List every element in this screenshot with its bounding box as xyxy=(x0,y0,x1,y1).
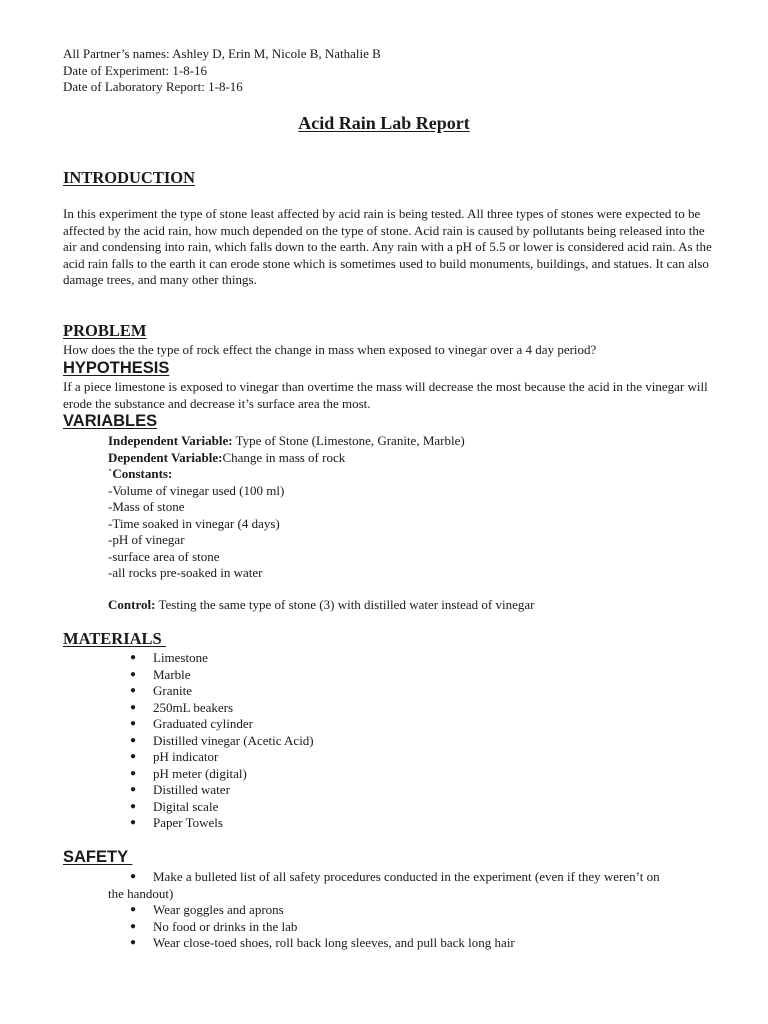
constants-prefix: ` xyxy=(108,466,113,481)
list-item: ● Distilled water xyxy=(130,782,230,797)
independent-variable-label: Independent Variable: xyxy=(108,433,233,448)
control-value: Testing the same type of stone (3) with distilled water instead of vinegar xyxy=(155,597,535,612)
bullet-icon: ● xyxy=(130,817,137,828)
independent-variable-line xyxy=(108,433,728,450)
constant-item: -Volume of vinegar used (100 ml) xyxy=(108,482,285,498)
introduction-heading: INTRODUCTION xyxy=(63,168,196,187)
list-item: ● Digital scale xyxy=(130,798,219,814)
safety-intro-item xyxy=(108,869,708,902)
bullet-icon: ● xyxy=(130,937,137,948)
safety-list xyxy=(130,902,515,952)
report-metadata xyxy=(63,46,381,96)
bullet-icon: ● xyxy=(130,871,137,882)
list-item: ● Wear close-toed shoes, roll back long sleeves, and pull back long hair xyxy=(130,935,515,950)
bullet-icon: ● xyxy=(130,751,137,762)
constant-item: -pH of vinegar xyxy=(108,532,185,547)
list-item: ● Limestone xyxy=(130,650,208,665)
constants-line xyxy=(108,466,728,483)
bullet-icon: ● xyxy=(130,767,137,779)
dependent-variable-line xyxy=(108,450,728,467)
bullet-icon: ● xyxy=(130,701,137,713)
list-item: ● No food or drinks in the lab xyxy=(130,918,298,934)
bullet-icon: ● xyxy=(130,784,137,795)
hypothesis-text: If a piece limestone is exposed to vinegar than overtime the mass will decrease the most because the acid in the vinegar will erode the substance and decrease it’s surface area the most. xyxy=(63,379,708,411)
bullet-icon: ● xyxy=(130,734,137,746)
materials-heading: MATERIALS xyxy=(63,629,166,648)
bullet-icon: ● xyxy=(130,800,137,812)
safety-heading: SAFETY xyxy=(63,848,133,866)
hypothesis-heading: HYPOTHESIS xyxy=(63,359,170,377)
list-item: ● Paper Towels xyxy=(130,815,223,830)
bullet-icon: ● xyxy=(130,920,137,932)
constants-label: Constants: xyxy=(112,466,173,481)
bullet-icon: ● xyxy=(130,904,137,915)
list-item: ● Wear goggles and aprons xyxy=(130,902,284,917)
experiment-date-line: Date of Experiment: 1-8-16 xyxy=(63,62,208,78)
control-label: Control: xyxy=(108,597,156,612)
partners-line: All Partner’s names: Ashley D, Erin M, Nicole B, Nathalie B xyxy=(63,46,381,61)
report-date-line: Date of Laboratory Report: 1-8-16 xyxy=(63,79,243,94)
bullet-icon: ● xyxy=(130,668,137,680)
report-title: Acid Rain Lab Report xyxy=(298,113,470,133)
constant-item: -all rocks pre-soaked in water xyxy=(108,565,263,580)
list-item: ● Marble xyxy=(130,666,191,682)
variables-block xyxy=(108,433,728,582)
introduction-paragraph: In this experiment the type of stone least affected by acid rain is being tested. All three types of stones were expected to be affected by the acid rain, how much depended on the type of stone. Acid rain is caused by pollutants being released into the air and condensing into rain, which falls down to the earth. Any rain with a pH of 5.5 or lower is considered acid rain. As the acid rain falls to the earth it can erode stone which is sometimes used to build monuments, buildings, and statues. It can also damage trees, and many other things. xyxy=(63,206,712,287)
bullet-icon: ● xyxy=(130,718,137,729)
list-item: ● Granite xyxy=(130,683,192,698)
safety-intro-continuation: the handout) xyxy=(108,885,174,901)
variables-heading: VARIABLES xyxy=(63,412,158,430)
list-item: ● Distilled vinegar (Acetic Acid) xyxy=(130,732,314,748)
bullet-icon: ● xyxy=(130,652,137,663)
list-item: ● pH meter (digital) xyxy=(130,765,247,781)
list-item: ● pH indicator xyxy=(130,749,219,764)
list-item: ● 250mL beakers xyxy=(130,699,234,715)
control-line xyxy=(108,597,728,614)
materials-list xyxy=(130,650,314,832)
constant-item: -surface area of stone xyxy=(108,548,220,564)
constant-item: -Mass of stone xyxy=(108,499,185,514)
problem-heading: PROBLEM xyxy=(63,321,147,340)
bullet-icon: ● xyxy=(130,685,137,696)
problem-text: How does the the type of rock effect the change in mass when exposed to vinegar over a 4 day period? xyxy=(63,342,597,357)
independent-variable-value: Type of Stone (Limestone, Granite, Marble) xyxy=(232,433,465,448)
safety-intro-text: Make a bulleted list of all safety procedures conducted in the experiment (even if they weren’t on xyxy=(153,869,660,884)
dependent-variable-value: Change in mass of rock xyxy=(222,449,346,465)
list-item: ● Graduated cylinder xyxy=(130,716,253,731)
constant-item: -Time soaked in vinegar (4 days) xyxy=(108,515,280,531)
dependent-variable-label: Dependent Variable: xyxy=(108,449,223,465)
